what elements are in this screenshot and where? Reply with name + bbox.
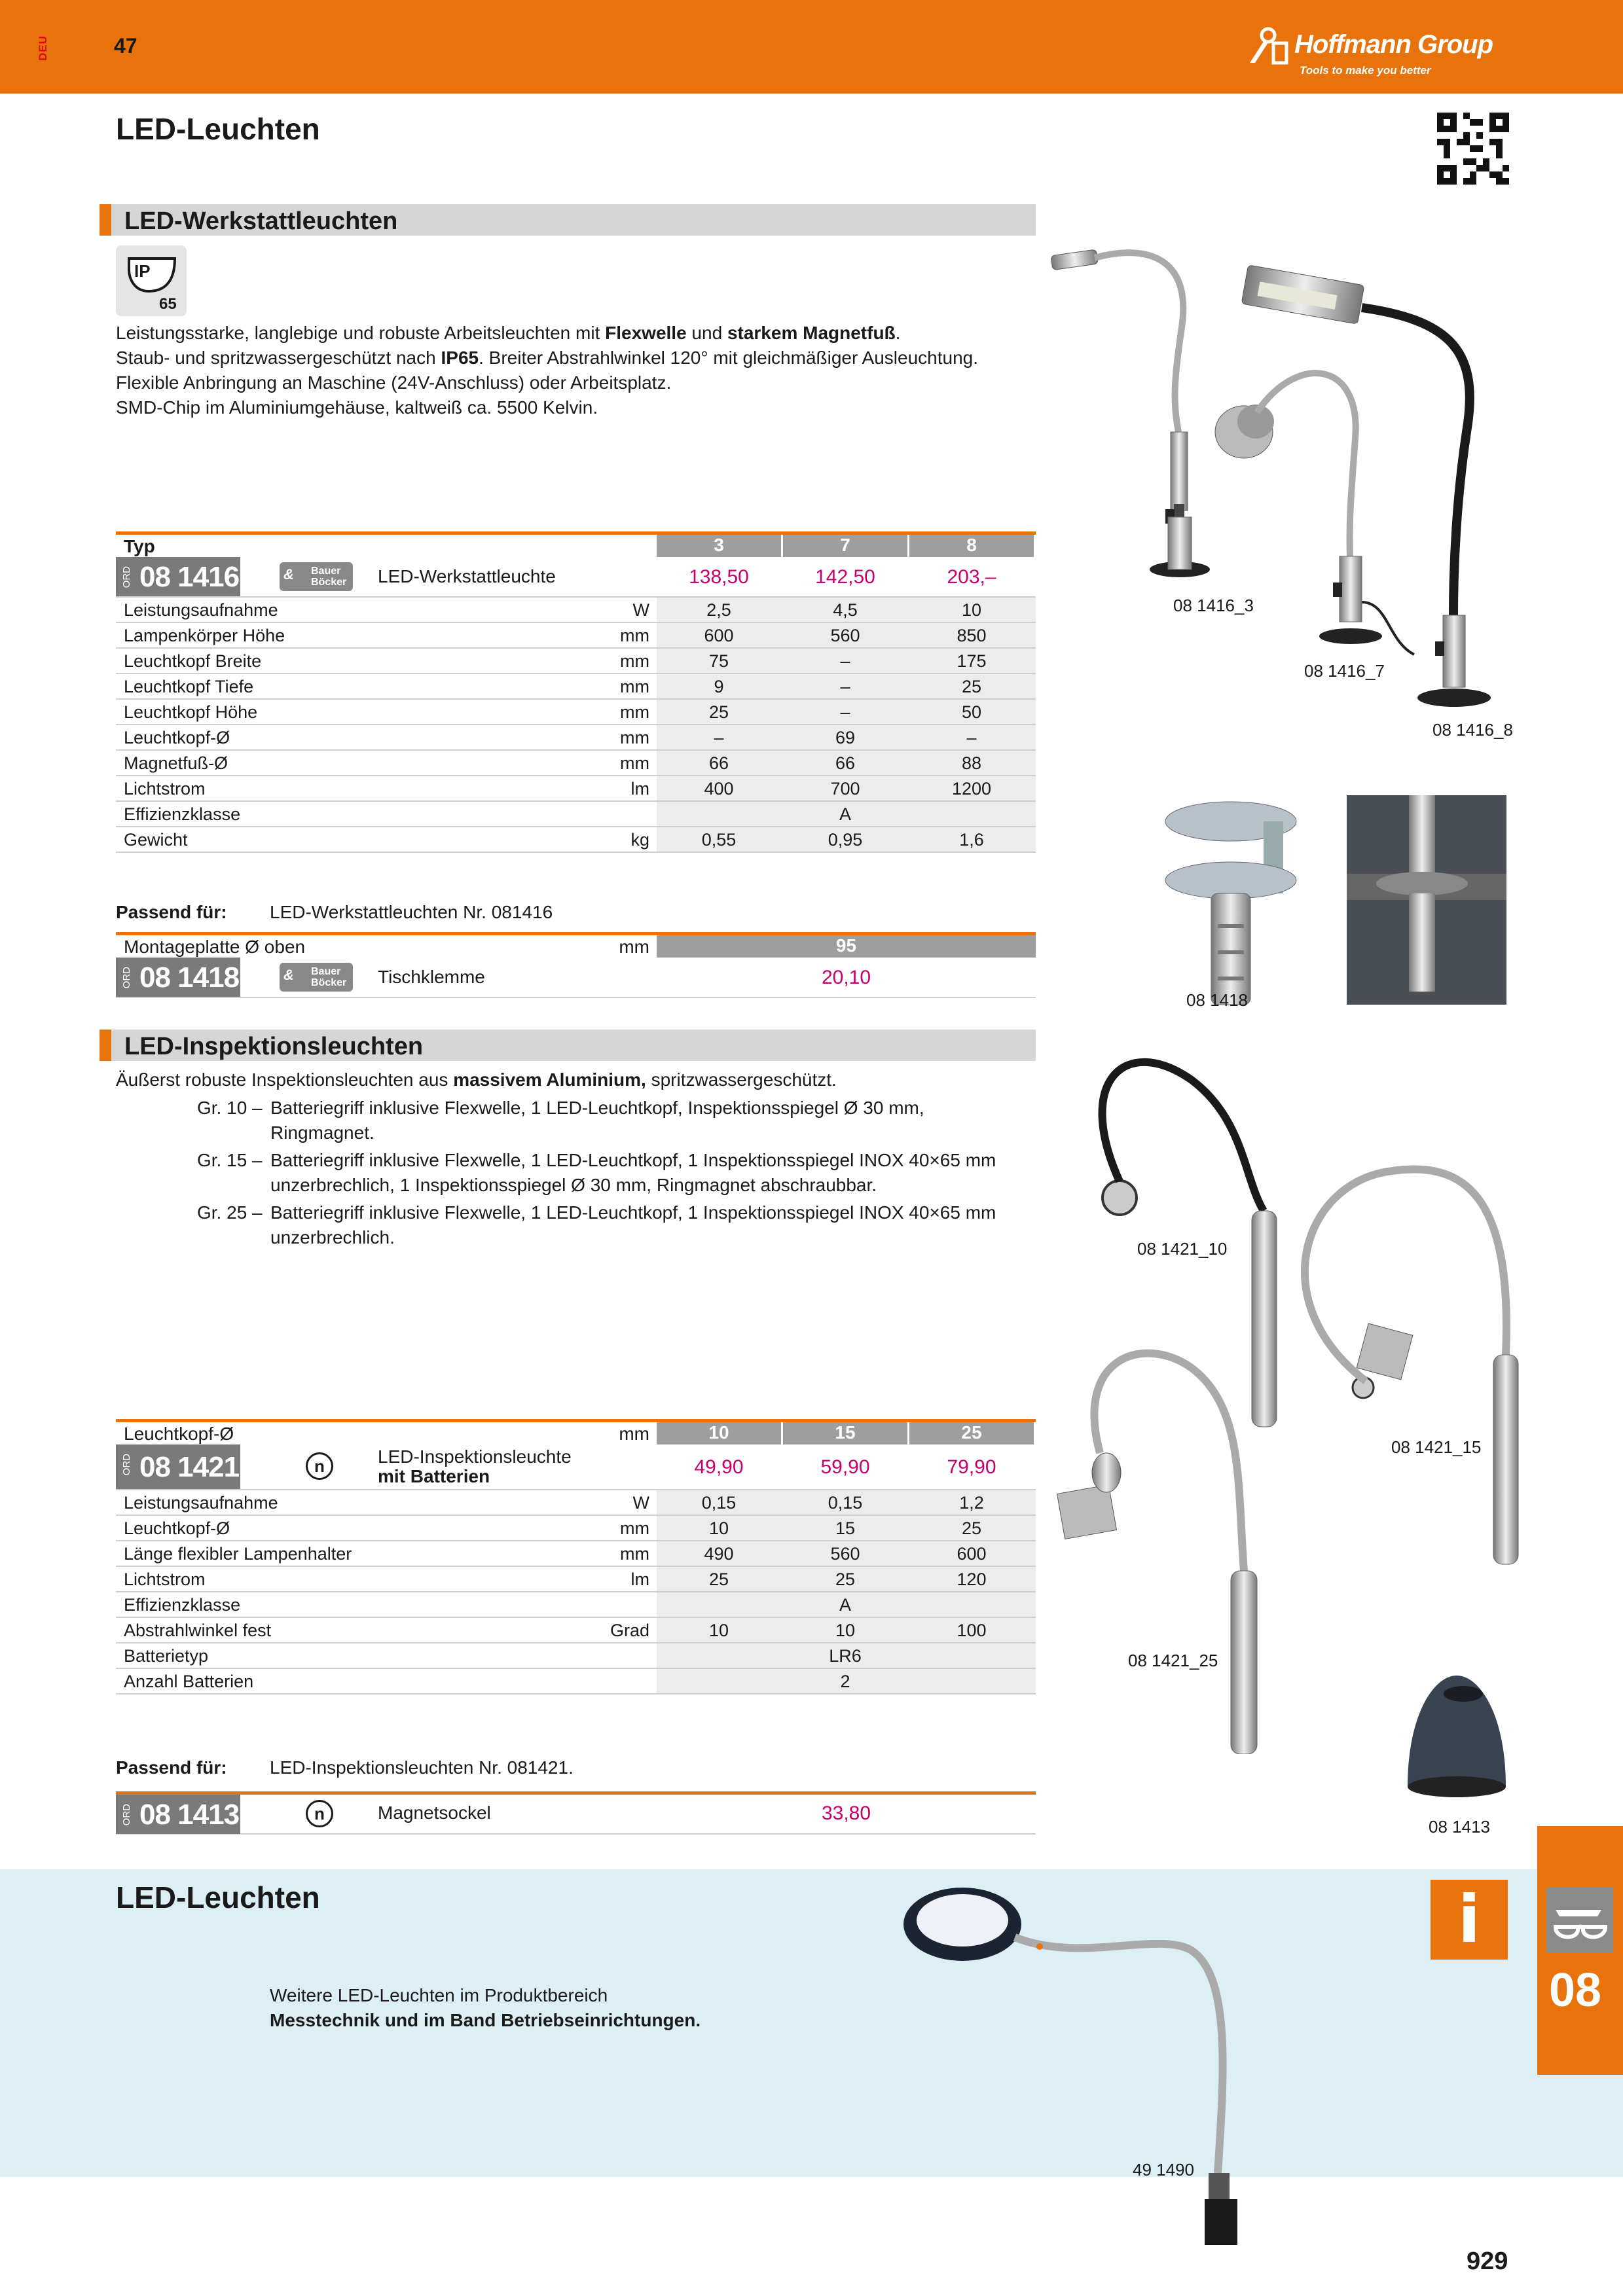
price-15[interactable]: 59,90: [820, 1456, 870, 1478]
label-081421-15: 08 1421_15: [1391, 1437, 1482, 1457]
header-page-number: 47: [114, 34, 137, 58]
label-081416-8: 08 1416_8: [1432, 720, 1513, 740]
product-name: LED-Inspektionsleuchte mit Batterien: [378, 1446, 572, 1486]
safety-gear-icon: [1546, 1888, 1613, 1953]
section2-intro: Äußerst robuste Inspektionsleuchten aus massivem Aluminium, spritzwassergeschützt.: [116, 1069, 837, 1090]
table3-col-10: 10: [657, 1422, 781, 1444]
row-unit: mm: [620, 1518, 649, 1538]
info-icon[interactable]: i: [1431, 1880, 1508, 1960]
row-unit: Grad: [610, 1621, 649, 1640]
table-row: [116, 1567, 1036, 1592]
desc-line-2: Staub- und spritzwassergeschützt nach IP65. Breiter Abstrahlwinkel 120° mit gleichmäßiger Ausleuchtung.: [116, 348, 978, 368]
inspection-lamp-25-image: [1057, 1354, 1257, 1754]
magnifier-lamp-image: [884, 1878, 1342, 2271]
row-value: –: [714, 728, 724, 747]
table1-header-label: Typ: [124, 536, 155, 556]
table-row: [116, 802, 1036, 827]
row-label: Batterietyp: [124, 1646, 209, 1666]
table2-product-row[interactable]: [116, 958, 1036, 998]
inspektionsleuchten-images: [1048, 1028, 1558, 1754]
row-value: 2: [840, 1672, 850, 1691]
row-value: 1,2: [959, 1493, 984, 1513]
row-value: 66: [708, 753, 729, 773]
table3-header-unit: mm: [619, 1424, 649, 1444]
table-row: [116, 1669, 1036, 1695]
ip-label: IP: [134, 261, 151, 281]
order-number: 08 1421: [139, 1451, 240, 1483]
page-title: LED-Leuchten: [116, 112, 320, 146]
row-unit: mm: [620, 753, 649, 773]
row-unit: mm: [620, 651, 649, 671]
table2-header-label: Montageplatte Ø oben: [124, 937, 306, 957]
label-081416-7: 08 1416_7: [1304, 661, 1385, 681]
chapter-number: 08: [1549, 1964, 1602, 2017]
label-081421-10: 08 1421_10: [1137, 1239, 1228, 1259]
row-unit: mm: [620, 1544, 649, 1564]
row-value: 75: [708, 651, 729, 671]
row-label: Lichtstrom: [124, 1570, 206, 1589]
magnetsockel-image: [1401, 1676, 1512, 1806]
row-value: 600: [704, 626, 734, 645]
passend2-label: Passend für:: [116, 1757, 227, 1778]
row-unit: W: [632, 600, 649, 620]
section-title: LED-Werkstattleuchten: [124, 207, 398, 235]
row-value: 560: [830, 1544, 860, 1564]
lamp-081416-3-image: [1051, 249, 1210, 577]
row-unit: lm: [630, 779, 649, 798]
order-number: 08 1413: [139, 1799, 240, 1831]
table1-col-3: 3: [657, 535, 781, 557]
table-row: [116, 751, 1036, 776]
passend1-label: Passend für:: [116, 902, 227, 922]
table1-header: [116, 531, 1036, 557]
table-row: [116, 1541, 1036, 1567]
label-081421-25: 08 1421_25: [1128, 1651, 1218, 1670]
price[interactable]: 33,80: [821, 1803, 871, 1824]
row-label: Leuchtkopf-Ø: [124, 1518, 230, 1538]
table-row: [116, 649, 1036, 674]
row-value: 10: [835, 1621, 856, 1640]
row-value: 490: [704, 1544, 734, 1564]
label-081418: 08 1418: [1186, 990, 1248, 1010]
table2-value: 95: [657, 935, 1036, 958]
brand-name: Hoffmann Group: [1294, 30, 1493, 59]
table-row: [116, 1592, 1036, 1618]
table3-col-15: 15: [783, 1422, 907, 1444]
table-row: [116, 623, 1036, 649]
clamp-mounted-photo: [1347, 795, 1506, 1005]
info-title: LED-Leuchten: [116, 1880, 320, 1914]
info-line-2: Messtechnik und im Band Betriebseinrichtungen.: [270, 2010, 701, 2030]
order-code: ORD 08 1413: [116, 1795, 240, 1834]
table3-col-25: 25: [909, 1422, 1034, 1444]
row-value: 10: [961, 600, 982, 620]
item-gr25: Gr. 25 – Batteriegriff inklusive Flexwelle, 1 LED-Leuchtkopf, 1 Inspektionsspiegel INOX 40×65 mm unzerbrechlich.: [197, 1202, 996, 1247]
price-8[interactable]: 203,–: [947, 566, 996, 588]
label-081413: 08 1413: [1429, 1817, 1490, 1837]
row-value: LR6: [829, 1646, 862, 1666]
passend1-text: LED-Werkstattleuchten Nr. 081416: [270, 902, 553, 922]
row-unit: mm: [620, 728, 649, 747]
row-label: Leuchtkopf-Ø: [124, 728, 230, 747]
label-081416-3: 08 1416_3: [1173, 596, 1254, 615]
row-label: Leuchtkopf Breite: [124, 651, 262, 671]
row-value: 2,5: [706, 600, 731, 620]
section2-items: [116, 1096, 1046, 1253]
table2-unit: mm: [619, 937, 649, 957]
table2-header: [116, 932, 1036, 958]
language-code: DEU: [37, 35, 49, 61]
label-491490: 49 1490: [1133, 2160, 1194, 2179]
row-value: 4,5: [833, 600, 858, 620]
product-name: LED-Werkstattleuchte: [378, 566, 556, 586]
table-row: [116, 776, 1036, 802]
row-value: 10: [708, 1621, 729, 1640]
tischklemme-images: [1152, 795, 1519, 1011]
price-25[interactable]: 79,90: [947, 1456, 996, 1478]
table-row: [116, 674, 1036, 700]
row-label: Leistungsaufnahme: [124, 1493, 278, 1513]
battery-icon: n: [306, 1800, 333, 1827]
ip-rating-badge: [116, 245, 187, 316]
bauer-boecker-logo: & Bauer Böcker: [280, 562, 353, 591]
order-code: ORD 08 1421: [116, 1444, 240, 1489]
row-value: 400: [704, 779, 734, 798]
row-value: 9: [714, 677, 724, 696]
table-row: [116, 1618, 1036, 1643]
section1-description: [116, 321, 1046, 420]
werkstattleuchten-images: [1048, 236, 1623, 733]
row-value: –: [840, 702, 850, 722]
row-value: 0,15: [701, 1493, 737, 1513]
row-value: 25: [835, 1570, 856, 1589]
order-number: 08 1418: [139, 961, 240, 994]
price-7[interactable]: 142,50: [815, 566, 875, 588]
table-row: [116, 725, 1036, 751]
row-label: Leuchtkopf Höhe: [124, 702, 258, 722]
row-label: Lichtstrom: [124, 779, 206, 798]
battery-icon: n: [306, 1452, 333, 1480]
chapter-tab[interactable]: [1537, 1826, 1623, 2075]
price-10[interactable]: 49,90: [694, 1456, 744, 1478]
passend2-text: LED-Inspektionsleuchten Nr. 081421.: [270, 1757, 574, 1778]
product-name: Tischklemme: [378, 967, 485, 987]
info-band: [0, 1869, 1623, 2177]
row-unit: mm: [620, 626, 649, 645]
row-unit: kg: [630, 830, 649, 850]
page-number: 929: [1467, 2248, 1508, 2275]
row-label: Magnetfuß-Ø: [124, 753, 228, 773]
brand-tagline: Tools to make you better: [1300, 64, 1431, 77]
row-value: 25: [961, 677, 982, 696]
row-value: 69: [835, 728, 856, 747]
row-value: –: [840, 677, 850, 696]
table3-header: [116, 1419, 1036, 1444]
row-label: Leuchtkopf Tiefe: [124, 677, 254, 696]
inspection-lamp-15-image: [1305, 1169, 1518, 1564]
row-value: 25: [708, 1570, 729, 1589]
desc-line-3: Flexible Anbringung an Maschine (24V-Anschluss) oder Arbeitsplatz.: [116, 372, 672, 393]
info-line-1: Weitere LED-Leuchten im Produktbereich: [270, 1985, 608, 2005]
row-value: –: [966, 728, 977, 747]
row-label: Anzahl Batterien: [124, 1672, 254, 1691]
desc-line-1: Leistungsstarke, langlebige und robuste Arbeitsleuchten mit Flexwelle und starkem Magnetfuß.: [116, 323, 901, 343]
ip-value: 65: [159, 295, 177, 313]
price[interactable]: 20,10: [821, 967, 871, 988]
desc-line-4: SMD-Chip im Aluminiumgehäuse, kaltweiß ca. 5500 Kelvin.: [116, 397, 598, 418]
row-value: 1,6: [959, 830, 984, 850]
row-unit: lm: [630, 1570, 649, 1589]
row-unit: mm: [620, 702, 649, 722]
row-label: Effizienzklasse: [124, 1595, 241, 1615]
row-label: Abstrahlwinkel fest: [124, 1621, 272, 1640]
table-row: [116, 700, 1036, 725]
row-unit: W: [632, 1493, 649, 1513]
row-value: 600: [957, 1544, 987, 1564]
row-label: Länge flexibler Lampenhalter: [124, 1544, 352, 1564]
row-value: 1200: [951, 779, 992, 798]
order-code: ORD 08 1418: [116, 958, 240, 997]
table3-product-row[interactable]: [116, 1444, 1036, 1490]
table-row: [116, 1643, 1036, 1669]
item-gr15: Gr. 15 – Batteriegriff inklusive Flexwelle, 1 LED-Leuchtkopf, 1 Inspektionsspiegel INOX 40×65 mm unzerbrechlich, 1 Inspektionsspiegel Ø 30 mm, Ringmagnet abschraubbar.: [197, 1150, 996, 1195]
row-value: 66: [835, 753, 856, 773]
row-value: 850: [957, 626, 987, 645]
order-number: 08 1416: [139, 561, 240, 593]
table3-header-label: Leuchtkopf-Ø: [124, 1424, 234, 1444]
row-value: 0,15: [828, 1493, 863, 1513]
price-3[interactable]: 138,50: [689, 566, 749, 588]
table-row: [116, 1490, 1036, 1516]
table-row: [116, 827, 1036, 853]
row-value: 50: [961, 702, 982, 722]
row-label: Lampenkörper Höhe: [124, 626, 285, 645]
row-value: 700: [830, 779, 860, 798]
brand-logo: [1247, 26, 1509, 77]
order-code: ORD 08 1416: [116, 557, 240, 596]
row-value: 10: [708, 1518, 729, 1538]
product-name: Magnetsockel: [378, 1803, 491, 1823]
row-value: 120: [957, 1570, 987, 1589]
row-value: A: [839, 804, 851, 824]
table1-product-row[interactable]: [116, 557, 1036, 598]
row-label: Effizienzklasse: [124, 804, 241, 824]
section-header-inspektionsleuchten: [100, 1030, 1036, 1061]
section-title: LED-Inspektionsleuchten: [124, 1033, 424, 1060]
row-label: Gewicht: [124, 830, 188, 850]
row-value: 560: [830, 626, 860, 645]
table1-col-7: 7: [783, 535, 907, 557]
row-value: 15: [835, 1518, 856, 1538]
row-value: 100: [957, 1621, 987, 1640]
qr-code-icon[interactable]: [1437, 113, 1509, 185]
clamp-081418-image: [1165, 802, 1296, 1005]
row-value: 175: [957, 651, 987, 671]
row-value: 25: [708, 702, 729, 722]
table4-product-row[interactable]: [116, 1791, 1036, 1835]
table1-col-8: 8: [909, 535, 1034, 557]
row-label: Leistungsaufnahme: [124, 600, 278, 620]
row-value: A: [839, 1595, 851, 1615]
hoffmann-logo-icon: [1247, 26, 1293, 65]
bauer-boecker-logo: & Bauer Böcker: [280, 963, 353, 992]
table-row: [116, 1516, 1036, 1541]
table-row: [116, 598, 1036, 623]
row-value: 88: [961, 753, 982, 773]
row-value: –: [840, 651, 850, 671]
row-value: 0,95: [828, 830, 863, 850]
row-value: 25: [961, 1518, 982, 1538]
item-gr10: Gr. 10 – Batteriegriff inklusive Flexwelle, 1 LED-Leuchtkopf, Inspektionsspiegel Ø 30 mm, Ringmagnet.: [197, 1098, 924, 1143]
row-value: 0,55: [701, 830, 737, 850]
section-header-werkstattleuchten: [100, 204, 1036, 236]
row-unit: mm: [620, 677, 649, 696]
